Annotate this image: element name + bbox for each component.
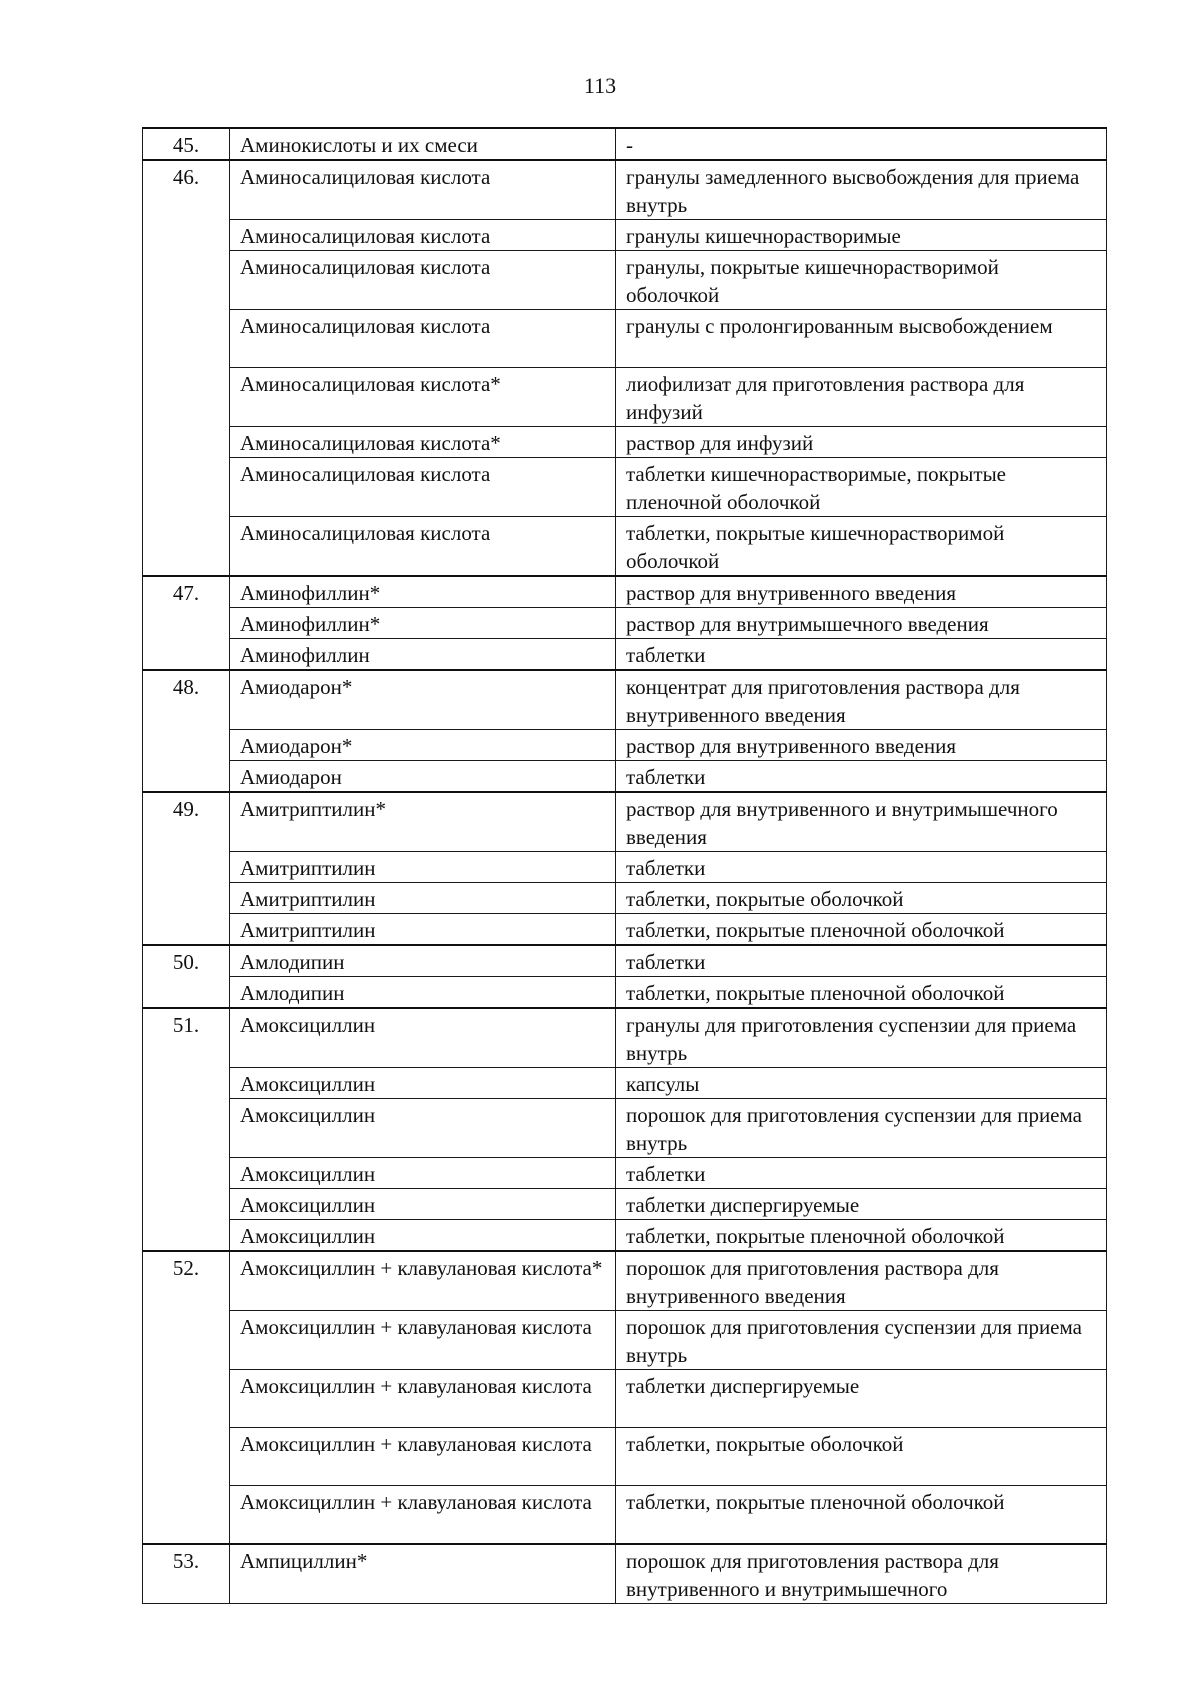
table-row bbox=[143, 427, 1107, 458]
drug-name-cell: Амиодарон* bbox=[230, 670, 616, 730]
drug-name-cell: Амоксициллин + клавулановая кислота bbox=[230, 1311, 616, 1370]
table-row bbox=[143, 160, 1107, 220]
table-row bbox=[143, 1370, 1107, 1428]
drug-name-cell: Аминофиллин* bbox=[230, 576, 616, 608]
dosage-form-cell: порошок для приготовления раствора для внутривенного и внутримышечного bbox=[616, 1544, 1107, 1604]
dosage-form-cell: гранулы с пролонгированным высвобождением bbox=[616, 310, 1107, 368]
drug-name-cell: Амлодипин bbox=[230, 977, 616, 1009]
table-row bbox=[143, 1099, 1107, 1158]
table-row bbox=[143, 128, 1107, 160]
dosage-form-cell: таблетки, покрытые кишечнорастворимой оболочкой bbox=[616, 517, 1107, 577]
dosage-form-cell: раствор для внутривенного введения bbox=[616, 730, 1107, 761]
item-number-cell: 45. bbox=[143, 128, 230, 160]
table-row bbox=[143, 458, 1107, 517]
dosage-form-cell: раствор для внутривенного и внутримышечного введения bbox=[616, 792, 1107, 852]
drug-name-cell: Аминосалициловая кислота bbox=[230, 517, 616, 577]
item-number-cell: 47. bbox=[143, 576, 230, 670]
drug-name-cell: Амоксициллин + клавулановая кислота bbox=[230, 1486, 616, 1544]
drug-name-cell: Амлодипин bbox=[230, 945, 616, 977]
item-number-cell: 50. bbox=[143, 945, 230, 1008]
dosage-form-cell: таблетки, покрытые пленочной оболочкой bbox=[616, 914, 1107, 946]
drug-name-cell: Амоксициллин + клавулановая кислота* bbox=[230, 1251, 616, 1311]
dosage-form-cell: гранулы кишечнорастворимые bbox=[616, 220, 1107, 251]
table-row bbox=[143, 1220, 1107, 1252]
table-row bbox=[143, 220, 1107, 251]
drug-name-cell: Аминосалициловая кислота bbox=[230, 310, 616, 368]
drug-name-cell: Амитриптилин bbox=[230, 914, 616, 946]
drug-name-cell: Амоксициллин + клавулановая кислота bbox=[230, 1428, 616, 1486]
dosage-form-cell: таблетки, покрытые оболочкой bbox=[616, 883, 1107, 914]
dosage-form-cell: таблетки кишечнорастворимые, покрытые пленочной оболочкой bbox=[616, 458, 1107, 517]
dosage-form-cell: гранулы, покрытые кишечнорастворимой оболочкой bbox=[616, 251, 1107, 310]
dosage-form-cell: таблетки bbox=[616, 852, 1107, 883]
drug-name-cell: Амоксициллин bbox=[230, 1008, 616, 1068]
table-row bbox=[143, 1311, 1107, 1370]
dosage-form-cell: таблетки bbox=[616, 945, 1107, 977]
table-row bbox=[143, 608, 1107, 639]
table-row bbox=[143, 730, 1107, 761]
table-row bbox=[143, 1251, 1107, 1311]
item-number-cell: 46. bbox=[143, 160, 230, 576]
drug-name-cell: Аминофиллин bbox=[230, 639, 616, 671]
dosage-form-cell: таблетки bbox=[616, 761, 1107, 793]
table-row bbox=[143, 1068, 1107, 1099]
dosage-form-cell: раствор для внутримышечного введения bbox=[616, 608, 1107, 639]
dosage-form-cell: - bbox=[616, 128, 1107, 160]
table-row bbox=[143, 792, 1107, 852]
table-row bbox=[143, 310, 1107, 368]
dosage-form-cell: таблетки bbox=[616, 639, 1107, 671]
drug-name-cell: Амоксициллин bbox=[230, 1189, 616, 1220]
table-row bbox=[143, 1158, 1107, 1189]
drug-name-cell: Аминосалициловая кислота bbox=[230, 458, 616, 517]
drug-name-cell: Аминосалициловая кислота* bbox=[230, 427, 616, 458]
table-row bbox=[143, 1544, 1107, 1604]
table-row bbox=[143, 1189, 1107, 1220]
drug-name-cell: Ампициллин* bbox=[230, 1544, 616, 1604]
table-row bbox=[143, 761, 1107, 793]
dosage-form-cell: таблетки, покрытые пленочной оболочкой bbox=[616, 977, 1107, 1009]
dosage-form-cell: порошок для приготовления суспензии для приема внутрь bbox=[616, 1311, 1107, 1370]
drug-name-cell: Аминосалициловая кислота* bbox=[230, 368, 616, 427]
drug-name-cell: Амоксициллин bbox=[230, 1220, 616, 1252]
drug-name-cell: Амиодарон bbox=[230, 761, 616, 793]
table-row bbox=[143, 251, 1107, 310]
page-number: 113 bbox=[583, 73, 617, 98]
dosage-form-cell: раствор для внутривенного введения bbox=[616, 576, 1107, 608]
dosage-form-cell: раствор для инфузий bbox=[616, 427, 1107, 458]
dosage-form-cell: таблетки, покрытые оболочкой bbox=[616, 1428, 1107, 1486]
drug-name-cell: Аминофиллин* bbox=[230, 608, 616, 639]
drug-name-cell: Амитриптилин bbox=[230, 852, 616, 883]
table-row bbox=[143, 576, 1107, 608]
table-row bbox=[143, 914, 1107, 946]
item-number-cell: 48. bbox=[143, 670, 230, 792]
item-number-cell: 51. bbox=[143, 1008, 230, 1251]
table-row bbox=[143, 368, 1107, 427]
table-row bbox=[143, 977, 1107, 1009]
table-row bbox=[143, 1486, 1107, 1544]
dosage-form-cell: порошок для приготовления суспензии для приема внутрь bbox=[616, 1099, 1107, 1158]
dosage-form-cell: гранулы замедленного высвобождения для приема внутрь bbox=[616, 160, 1107, 220]
table-row bbox=[143, 1428, 1107, 1486]
table-body bbox=[143, 128, 1107, 1603]
drug-name-cell: Амоксициллин bbox=[230, 1099, 616, 1158]
dosage-form-cell: порошок для приготовления раствора для внутривенного введения bbox=[616, 1251, 1107, 1311]
drug-name-cell: Аминосалициловая кислота bbox=[230, 251, 616, 310]
drug-name-cell: Амиодарон* bbox=[230, 730, 616, 761]
drug-name-cell: Амитриптилин* bbox=[230, 792, 616, 852]
table-row bbox=[143, 639, 1107, 671]
drug-name-cell: Амоксициллин bbox=[230, 1068, 616, 1099]
drug-name-cell: Аминосалициловая кислота bbox=[230, 220, 616, 251]
drug-table bbox=[142, 127, 1107, 1604]
table-row bbox=[143, 883, 1107, 914]
dosage-form-cell: капсулы bbox=[616, 1068, 1107, 1099]
drug-name-cell: Амоксициллин + клавулановая кислота bbox=[230, 1370, 616, 1428]
dosage-form-cell: таблетки, покрытые пленочной оболочкой bbox=[616, 1486, 1107, 1544]
dosage-form-cell: концентрат для приготовления раствора для внутривенного введения bbox=[616, 670, 1107, 730]
table-row bbox=[143, 945, 1107, 977]
drug-name-cell: Амитриптилин bbox=[230, 883, 616, 914]
drug-name-cell: Амоксициллин bbox=[230, 1158, 616, 1189]
dosage-form-cell: гранулы для приготовления суспензии для приема внутрь bbox=[616, 1008, 1107, 1068]
dosage-form-cell: таблетки диспергируемые bbox=[616, 1370, 1107, 1428]
table-row bbox=[143, 852, 1107, 883]
dosage-form-cell: лиофилизат для приготовления раствора для инфузий bbox=[616, 368, 1107, 427]
dosage-form-cell: таблетки, покрытые пленочной оболочкой bbox=[616, 1220, 1107, 1252]
item-number-cell: 49. bbox=[143, 792, 230, 945]
dosage-form-cell: таблетки диспергируемые bbox=[616, 1189, 1107, 1220]
drug-name-cell: Аминосалициловая кислота bbox=[230, 160, 616, 220]
table-row bbox=[143, 670, 1107, 730]
item-number-cell: 53. bbox=[143, 1544, 230, 1604]
table-row bbox=[143, 517, 1107, 577]
dosage-form-cell: таблетки bbox=[616, 1158, 1107, 1189]
table-row bbox=[143, 1008, 1107, 1068]
item-number-cell: 52. bbox=[143, 1251, 230, 1544]
drug-name-cell: Аминокислоты и их смеси bbox=[230, 128, 616, 160]
